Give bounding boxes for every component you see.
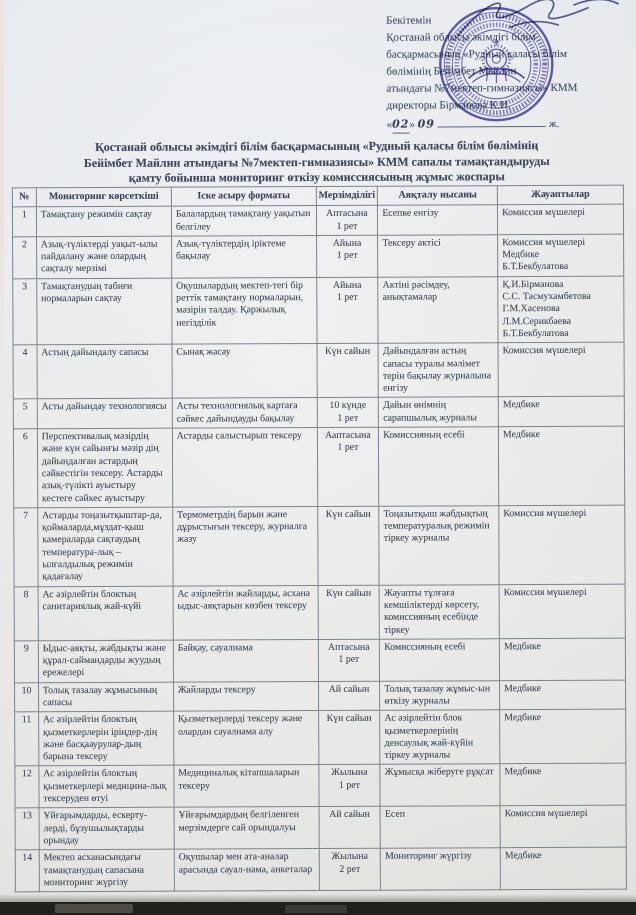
cell-outcome: Комиссияның есебі bbox=[379, 427, 499, 506]
cell-outcome: Ас әзірлейтін блок қызметкерлерінің денсаулық жай-күйін тіркеу журналы bbox=[380, 710, 500, 765]
cell-responsible: Медбике bbox=[500, 680, 626, 710]
cell-period: Аптасына 1 рет bbox=[318, 639, 380, 681]
title-line: Бейімбет Майлин атындағы №7мектеп-гимназиясы» КММ сапалы тамақтандыруды bbox=[83, 153, 550, 170]
cell-num: 13 bbox=[15, 808, 39, 850]
cell-period: Аптасына 1 рет bbox=[316, 206, 378, 236]
cell-period: Күн сайын bbox=[318, 585, 380, 639]
cell-indicator: Тамақтану режимін сақтау bbox=[36, 206, 171, 236]
cell-num: 1 bbox=[12, 207, 36, 237]
header-outcome: Аяқталу нысаны bbox=[378, 186, 498, 206]
cell-period: Күн сайын bbox=[317, 506, 379, 585]
cell-num: 12 bbox=[15, 766, 39, 808]
cell-format: Азық-түліктердің іріктеме бақылау bbox=[171, 235, 316, 278]
cell-format: Термометрдің барын және дұрыстығын тексеру, журналға жазу bbox=[173, 506, 318, 585]
cell-period: Ай сайын bbox=[318, 681, 380, 711]
cell-responsible: Комиссия мүшелері Медбике Б.Т.Бекбулатова bbox=[498, 234, 624, 276]
cell-indicator: Ас әзірлейтін блоктың қызметкерлерін іріңдер-дің және басқааурулар-дың барына тексеру bbox=[38, 711, 173, 766]
table-header bbox=[12, 185, 623, 207]
cell-format: Байқау, сауалнама bbox=[173, 639, 318, 682]
cell-format: Ұйғарымдардың белгіленген мерзімдерге сай орындалуы bbox=[174, 807, 319, 850]
cell-period: Ааптасына 1 рет bbox=[317, 427, 379, 506]
cell-period: Күн сайын bbox=[317, 344, 379, 398]
cell-num: 8 bbox=[14, 586, 38, 640]
table-row bbox=[13, 397, 624, 429]
cell-responsible: Комиссия мүшелері bbox=[499, 505, 625, 584]
approval-line: директоры Бірманова К.И. bbox=[386, 99, 511, 112]
cell-outcome: Комиссияның есебі bbox=[380, 639, 500, 681]
cell-format: Жайларды тексеру bbox=[173, 681, 318, 711]
cell-indicator: Толық тазалау жұмысының сапасы bbox=[38, 682, 173, 712]
page-title bbox=[0, 138, 635, 187]
cell-num: 10 bbox=[15, 682, 39, 712]
table-row bbox=[13, 342, 624, 399]
cell-indicator: Асты дайындау технологиясы bbox=[37, 399, 172, 429]
handwritten-month: 09 bbox=[417, 117, 435, 131]
cell-responsible: Медбике bbox=[500, 847, 626, 889]
cell-num: 2 bbox=[13, 237, 37, 279]
header-period: Мерзімділігі bbox=[316, 186, 378, 206]
cell-outcome: Дайын өнімнің сарапшылық журналы bbox=[379, 397, 499, 427]
cell-period: Айына 1 рет bbox=[316, 277, 378, 344]
paper-bottom-shadow bbox=[0, 894, 636, 902]
quote-close: » bbox=[409, 118, 415, 131]
cell-num: 11 bbox=[15, 712, 39, 766]
cell-responsible: Медбике bbox=[500, 764, 626, 806]
cell-responsible: Медбике bbox=[500, 709, 626, 764]
cell-indicator: Ыдыс-аяқты, жабдықты және құрал-саймандарды жуудың ережелері bbox=[38, 640, 173, 682]
approval-line: басқармасының «Рудный қаласы білім bbox=[386, 47, 567, 61]
cell-outcome: Жауапты тұлғаға кемшіліктерді көрсету, комиссияның есебінде тіркеу bbox=[379, 584, 499, 639]
cell-indicator: Ас әзірлейтін блоктың санитариялық жай-күйі bbox=[38, 586, 173, 641]
table-row bbox=[13, 276, 624, 345]
cell-period: 10 күнде 1 рет bbox=[317, 398, 379, 428]
cell-outcome: Есепке енгізу bbox=[378, 205, 498, 235]
cell-format: Астарды салыстырып тексеру bbox=[172, 428, 317, 507]
cell-indicator: Азық-түліктерді уақыт-ылы пайдалану және олардың сақталу мерзімі bbox=[36, 236, 171, 278]
monitoring-plan-table bbox=[12, 185, 627, 893]
header-indicator: Мониторинг көрсеткіші bbox=[36, 187, 171, 207]
table-row bbox=[13, 426, 624, 507]
cell-responsible: Комиссия мүшелері bbox=[498, 342, 624, 397]
date-suffix: ж. bbox=[548, 117, 560, 130]
cell-responsible: Медбике bbox=[498, 397, 624, 427]
photo-background-edge bbox=[0, 902, 636, 915]
background-highlight bbox=[55, 904, 133, 913]
header-num: № bbox=[12, 188, 36, 207]
cell-outcome: Тексеру актісі bbox=[378, 235, 498, 277]
cell-period: Айына 1 рет bbox=[316, 235, 378, 277]
table-row bbox=[13, 234, 624, 279]
table-row bbox=[15, 806, 626, 851]
cell-outcome: Актіні рәсімдеу, анықтамалар bbox=[378, 276, 498, 343]
cell-num: 6 bbox=[13, 429, 37, 508]
cell-format: Қызметкерлерді тексеру және олардан сауалнама алу bbox=[173, 711, 318, 766]
approval-line: Бекітемін bbox=[386, 14, 432, 27]
plan-table-body bbox=[12, 204, 626, 892]
cell-format: Балалардың тамақтану уақытын белгілеу bbox=[171, 206, 316, 236]
title-line: қамту бойынша мониторинг өткізу комиссиясының жұмыс жоспары bbox=[128, 169, 505, 185]
cell-outcome: Толық тазалау жұмыс-ын өткізу журналы bbox=[380, 680, 500, 710]
cell-num: 14 bbox=[15, 850, 39, 892]
background-highlight bbox=[285, 905, 347, 913]
cell-responsible: Комиссия мүшелері bbox=[499, 584, 625, 639]
approval-line: бөлімінің Бейімбет Майлин bbox=[386, 65, 517, 78]
table-row bbox=[14, 638, 625, 683]
header-format: Іске асыру форматы bbox=[171, 187, 316, 207]
cell-indicator: Астарды тоңазытқыштар-да, қоймаларда,мұздат-қыш камераларда сақтаудың температура-лық – ылғалдылық режимін қадағалау bbox=[38, 507, 173, 586]
title-line: Қостанай облысы әкімдігі білім басқармасының «Рудный қаласы білім бөлімінің bbox=[95, 138, 539, 154]
cell-responsible: Медбике bbox=[499, 638, 625, 680]
table-row bbox=[15, 764, 626, 809]
table-row bbox=[14, 505, 625, 586]
cell-format: Оқушылардың мектеп-тегі бір реттік тамақтану нормаларын, мәзірін талдау. Қаржылық негізділік bbox=[172, 277, 317, 344]
cell-responsible: Медбике bbox=[498, 426, 624, 505]
cell-format: Медициналық кітапшаларын тексеру bbox=[174, 765, 319, 808]
cell-indicator: Астың дайындалу сапасы bbox=[37, 344, 172, 399]
handwritten-day: 02 bbox=[392, 116, 409, 134]
header-responsible: Жауаптылар bbox=[497, 185, 623, 205]
approval-line: Қостанай облысы әкімдігі білім bbox=[386, 31, 536, 44]
cell-outcome: Жұмысқа жіберуге рұқсат bbox=[380, 764, 500, 806]
cell-indicator: Ұйғарымдарды, ескерту-лерді, бұзушылықтарды орындау bbox=[39, 807, 174, 849]
table-row bbox=[12, 204, 623, 236]
cell-format: Ас әзірлейтін жайларды, асхана ыдыс-аяқтарын көзбен тексеру bbox=[173, 585, 318, 640]
cell-format: Оқушылар мен ата-аналар арасында сауал-нама, анкеталар bbox=[174, 849, 319, 892]
cell-format: Сынақ жасау bbox=[172, 344, 317, 399]
cell-outcome: Дайындалған астың сапасы туралы мәлімет терін бақылау журналына енгізу bbox=[378, 343, 498, 398]
table-row bbox=[14, 584, 625, 641]
cell-responsible: Комиссия мүшелері bbox=[498, 204, 624, 234]
cell-num: 9 bbox=[14, 641, 38, 683]
cell-num: 4 bbox=[13, 345, 37, 399]
cell-period: Ай сайын bbox=[319, 807, 381, 849]
signature-icon bbox=[450, 0, 635, 39]
cell-outcome: Мониторинг жүргізу bbox=[381, 848, 501, 890]
cell-period: Жылына 2 рет bbox=[319, 848, 381, 890]
cell-responsible: Қ.И.Бірманова С.С. Тасмухамбетова Г.М.Хасенова Л.М.Серикбаева Б.Т.Бекбулатова bbox=[498, 276, 624, 343]
cell-responsible: Комиссия мүшелері bbox=[500, 806, 626, 848]
quote-open: « bbox=[386, 118, 393, 131]
cell-num: 5 bbox=[13, 399, 37, 429]
cell-num: 7 bbox=[14, 508, 38, 587]
cell-period: Күн сайын bbox=[318, 711, 380, 765]
table-row bbox=[15, 709, 626, 766]
table-row bbox=[15, 847, 626, 892]
cell-indicator: Перспективалық мәзірдің және күн сайынғы мәзір дің дайындалған астардың сәйкестігін тексеру. Астарды азық-түлікті ауыстыру кестеге сәйкес ауыстыру bbox=[37, 428, 172, 507]
cell-outcome: Есеп bbox=[380, 806, 500, 848]
cell-num: 3 bbox=[13, 279, 37, 346]
cell-indicator: Ас әзірлейтін блоктың қызметкерлері медицина-лық тексеруден өтуі bbox=[39, 766, 174, 808]
table-row bbox=[15, 680, 626, 712]
approval-line: атындағы №7мектеп-гимназиясы» КММ bbox=[386, 81, 578, 95]
cell-outcome: Тоңазытқыш жабдықтың температуралық режимін тіркеу журналы bbox=[379, 506, 499, 585]
cell-period: Жылына 1 рет bbox=[319, 765, 381, 807]
cell-indicator: Тамақтанудың табиғи нормаларын сақтау bbox=[37, 278, 172, 345]
cell-format: Асты технологиялық картаға сәйкес дайындауды бақылау bbox=[172, 398, 317, 428]
cell-indicator: Мектеп асханасындағы тамақтанудың сапасына мониторинг жүргізу bbox=[39, 849, 174, 891]
